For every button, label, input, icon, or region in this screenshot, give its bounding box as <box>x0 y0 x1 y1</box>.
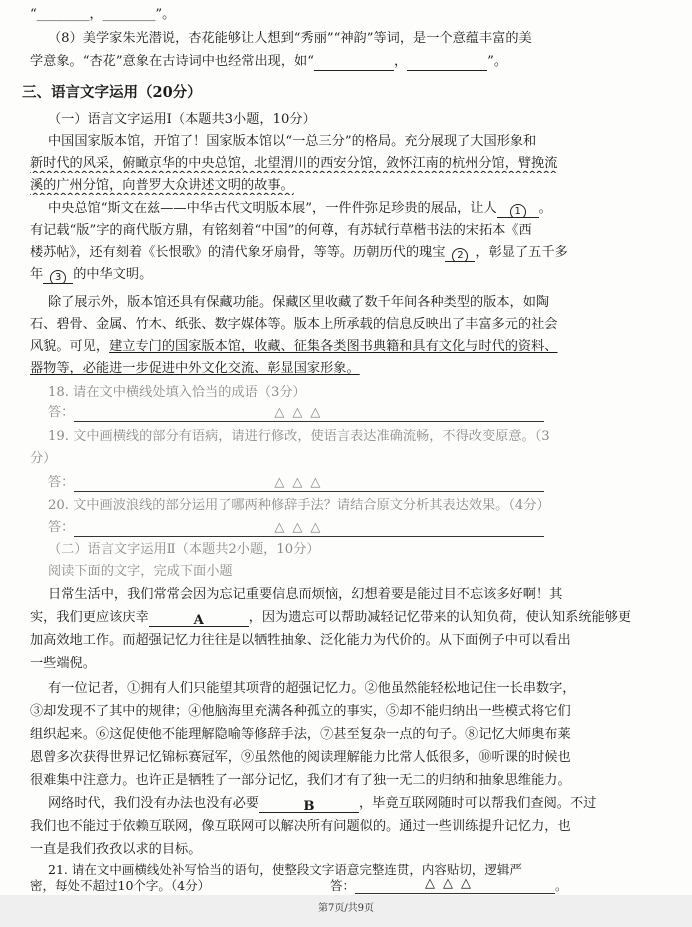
text: 的中华文明。 <box>73 267 153 282</box>
question-19-cont: 分） <box>30 451 57 466</box>
passage2-line <box>30 609 670 627</box>
passage-line <box>30 360 670 378</box>
text: “________，________”。 <box>30 7 176 22</box>
text: 网络时代，我们没有办法也没有必要 <box>48 796 259 811</box>
wavy-text: 溪的广州分馆，向普罗大众讲述文明的故事。 <box>30 178 294 193</box>
text: 密，每处不超过10个字。（4分） <box>30 878 211 893</box>
circled-number: 1 <box>510 204 526 218</box>
question-20: 20. 文中画波浪线的部分运用了哪两种修辞手法？请结合原文分析其表达效果。（4分） <box>48 498 550 513</box>
triangle-marks: △△△ <box>425 878 480 891</box>
text: 实，我们更应该庆幸 <box>30 610 149 625</box>
answer-label: 答： <box>330 878 356 893</box>
text: 一直是我们孜孜以求的目标。 <box>30 842 202 857</box>
answer-row-19 <box>48 474 670 492</box>
passage2-line <box>30 703 670 721</box>
answer-row-20 <box>48 519 670 537</box>
underlined-text: 建立专门的国家版本馆，收藏、征集各类图书典籍和具有文化与时代的资料、 <box>109 339 558 354</box>
passage2-line <box>30 655 670 673</box>
text: 年 <box>30 267 44 282</box>
passage2-line <box>48 586 670 604</box>
answer-row-21 <box>330 878 680 894</box>
passage-line <box>30 316 670 334</box>
question-8-cont <box>30 53 670 71</box>
text: ，毕竟互联网随时可以帮我们查阅。不过 <box>359 796 597 811</box>
blank-b[interactable] <box>259 798 359 813</box>
triangle-marks: △△△ <box>274 520 329 535</box>
text: ，因为遗忘可以帮助减轻记忆带来的认知负荷，使认知系统能够更 <box>248 610 632 625</box>
text: ， <box>393 54 408 69</box>
text: 加高效地工作。而超强记忆力往往是以牺牲抽象、泛化能力为代价的。从下面例子中可以看出 <box>30 633 571 648</box>
passage2-line <box>48 795 670 813</box>
text: 有一位记者，①拥有人们只能望其项背的超强记忆力。②他虽然能轻松地记住一长串数字， <box>48 681 576 696</box>
answer-line[interactable] <box>74 477 544 492</box>
passage2-line <box>30 632 670 650</box>
question-19: 19. 文中画横线的部分有语病，请进行修改，使语言表达准确流畅，不得改变原意。（3 <box>48 429 550 444</box>
question-8 <box>48 30 670 48</box>
answer-line[interactable] <box>74 407 544 422</box>
text: 日常生活中，我们常常会因为忘记重要信息而烦恼，幻想着要是能过目不忘该多好啊！其 <box>48 587 563 602</box>
blank-marker-1[interactable] <box>497 203 539 218</box>
passage-line <box>30 155 670 173</box>
passage-line <box>30 222 670 240</box>
text: 组织起来。⑥这促使他不能理解隐喻等修辞手法，⑦甚至复杂一点的句子。⑧记忆大师奥布莱 <box>30 727 571 742</box>
blank-a[interactable] <box>149 612 249 627</box>
page-footer <box>0 895 692 927</box>
text: 有记载“版”字的商代版方鼎，有铭刻着“中国”的何尊，有苏轼行草楷书法的宋拓本《西 <box>30 223 532 238</box>
passage-line <box>30 244 670 262</box>
text: ，彰显了五千多 <box>475 245 568 260</box>
text: ”。 <box>487 54 508 69</box>
passage2-line <box>30 726 670 744</box>
subsection-heading: （一）语言文字运用Ⅰ（本题共3小题，10分） <box>48 112 316 127</box>
question-21-cont <box>30 878 330 894</box>
answer-line[interactable] <box>355 879 555 894</box>
triangle-marks: △△△ <box>274 405 329 420</box>
question-21 <box>48 862 670 878</box>
passage-line <box>48 133 670 151</box>
answer-line[interactable] <box>74 522 544 537</box>
text: 一些端倪。 <box>30 656 96 671</box>
section-heading: 三、语言文字运用（20分） <box>22 84 202 101</box>
passage-line <box>30 266 670 284</box>
passage-line <box>30 338 670 356</box>
instruction: 阅读下面的文字，完成下面小题 <box>48 564 233 579</box>
answer-label: 答： <box>48 520 75 535</box>
text: ③却发现不了其中的规律；④他脑海里充满各种孤立的事实，⑤却不能归纳出一些模式将它们 <box>30 704 571 719</box>
line-quote-blanks <box>30 6 670 24</box>
passage2-line <box>30 772 670 790</box>
blank-marker-3[interactable] <box>43 269 73 284</box>
answer-row-18 <box>48 404 670 422</box>
text: 。 <box>538 201 552 216</box>
text: 中央总馆“斯文在兹——中华古代文明版本展”，一件件弥足珍贵的展品，让人 <box>48 201 497 216</box>
question-18: 18. 请在文中横线处填入恰当的成语（3分） <box>48 385 306 400</box>
text: 楼苏帖》，还有刻着《长恨歌》的清代象牙扇骨，等等。历朝历代的瑰宝 <box>30 245 446 260</box>
passage2-line <box>48 680 670 698</box>
period: 。 <box>555 878 568 893</box>
text: 石、碧骨、金属、竹木、纸张、数字媒体等。版本上所承载的信息反映出了丰富多元的社会 <box>30 317 558 332</box>
subsection-heading-2: （二）语言文字运用Ⅱ（本题共2小题，10分） <box>48 542 320 557</box>
answer-label: 答： <box>48 475 75 490</box>
blank-letter: B <box>303 799 315 813</box>
page-number: 第7页/共9页 <box>317 903 375 914</box>
passage-line <box>30 177 670 195</box>
text: 恩曾多次获得世界记忆锦标赛冠军，⑨虽然他的阅读理解能力比常人低很多，⑩听课的时候也 <box>30 750 571 765</box>
blank-letter: A <box>193 613 204 627</box>
blank-marker-2[interactable] <box>445 247 475 262</box>
wavy-text: 新时代的风采，俯瞰京华的中央总馆，北望渭川的西安分馆，敛怀江南的杭州分馆，臂挽流 <box>30 156 558 171</box>
passage2-line <box>30 841 670 859</box>
passage-line <box>48 294 670 312</box>
blank-field[interactable] <box>314 56 394 71</box>
underlined-text: 器物等，必能进一步促进中外文化交流、彰显国家形象。 <box>30 361 360 376</box>
text: 21. 请在文中画横线处补写恰当的语句，使整段文字语意完整连贯，内容贴切，逻辑严 <box>48 862 522 877</box>
text: 风貌。可见， <box>30 339 110 354</box>
text: 除了展示外，版本馆还具有保藏功能。保藏区里收藏了数千年间各种类型的版本，如陶 <box>48 295 550 310</box>
text: 中国国家版本馆，开馆了！国家版本馆以“一总三分”的格局。充分展现了大国形象和 <box>48 134 537 149</box>
passage2-line <box>30 818 670 836</box>
passage-line <box>48 200 670 218</box>
text: 学意象。“杏花”意象在古诗词中也经常出现，如“ <box>30 54 314 69</box>
passage2-line <box>30 749 670 767</box>
answer-label: 答： <box>48 405 75 420</box>
text: 很难集中注意力。也许正是牺牲了一部分记忆，我们才有了独一无二的归纳和抽象思维能力。 <box>30 773 571 788</box>
circled-number: 3 <box>50 270 66 284</box>
text: 我们也不能过于依赖互联网，像互联网可以解决所有问题似的。通过一些训练提升记忆力，也 <box>30 819 571 834</box>
triangle-marks: △△△ <box>274 475 329 490</box>
blank-field[interactable] <box>407 56 487 71</box>
circled-number: 2 <box>452 248 468 262</box>
text: （8）美学家朱光潜说，杏花能够让人想到“秀丽”“神韵”等词，是一个意蕴丰富的美 <box>48 31 532 46</box>
